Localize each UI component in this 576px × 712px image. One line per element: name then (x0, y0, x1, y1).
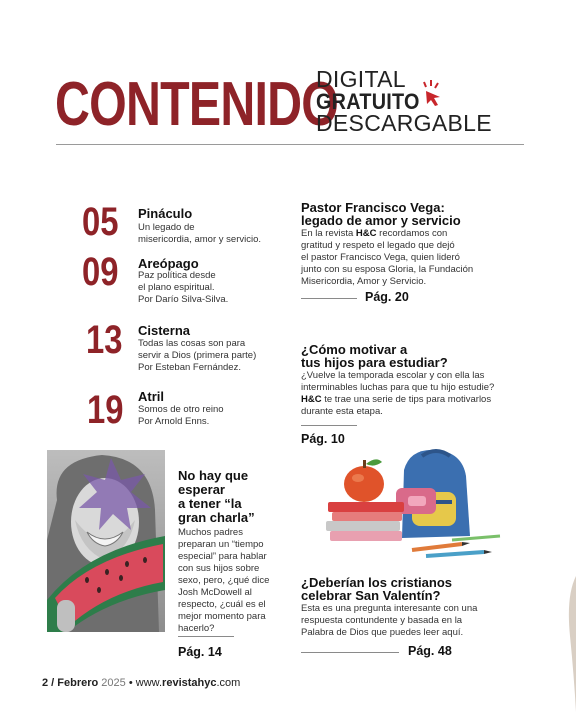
article-body-line: Misericordia, Amor y Servicio. (301, 276, 427, 287)
edge-image-fragment (566, 576, 576, 712)
section-number: 19 (87, 388, 124, 432)
article-title-line[interactable]: Pastor Francisco Vega: (301, 200, 445, 215)
article-title-line[interactable]: celebrar San Valentín? (301, 588, 441, 603)
page-ref-line (301, 298, 357, 299)
page-ref[interactable]: Pág. 14 (178, 645, 222, 659)
article-body-line: ¿Vuelve la temporada escolar y con ella las (301, 370, 485, 381)
footer-year: 2025 (98, 677, 129, 689)
page-ref[interactable]: Pág. 20 (365, 290, 409, 304)
footer-page-month: 2 / Febrero (42, 677, 99, 689)
feature-body-line: mejor momento para (178, 611, 266, 622)
footer-tld: .com (216, 677, 241, 689)
header-divider (56, 144, 524, 145)
section-desc-line: servir a Dios (primera parte) (138, 350, 257, 361)
article-body-line: respuesta contundente y basada en la (301, 615, 463, 626)
feature-title-line[interactable]: esperar (178, 482, 225, 497)
page-ref[interactable]: Pág. 48 (408, 644, 452, 658)
section-desc-line: Todas las cosas son para (138, 338, 246, 349)
footer (42, 677, 240, 689)
section-desc-line: Por Darío Silva-Silva. (138, 294, 229, 305)
article-body-line: Esta es una pregunta interesante con una (301, 603, 478, 614)
feature-body-line: respecto, ¿cuál es el (178, 599, 266, 610)
article-body-line: interminables luchas para que tu hijo estudie? (301, 382, 495, 393)
article-body-line: gratitud y respeto el legado que dejó (301, 240, 455, 251)
article-title-line[interactable]: legado de amor y servicio (301, 213, 461, 228)
feature-body-line: con sus hijos sobre (178, 563, 260, 574)
section-title[interactable]: Pináculo (138, 206, 193, 221)
section-desc-line: el plano espiritual. (138, 282, 215, 293)
school-supplies-illustration (322, 448, 506, 560)
feature-body-line: Muchos padres (178, 527, 243, 538)
feature-body-line: especial” para hablar (178, 551, 267, 562)
section-title[interactable]: Areópago (138, 256, 199, 271)
article-title-line[interactable]: tus hijos para estudiar? (301, 355, 448, 370)
tag-descargable: DESCARGABLE (316, 110, 492, 136)
page-ref[interactable]: Pág. 10 (301, 432, 345, 446)
section-number: 13 (86, 318, 123, 362)
section-title[interactable]: Cisterna (138, 323, 191, 338)
page-ref-line (301, 425, 357, 426)
feature-body-line: hacerlo? (178, 623, 215, 634)
article-body-line: el pastor Francisco Vega, quien lideró (301, 252, 460, 263)
section-desc-line: Por Arnold Enns. (138, 416, 210, 427)
footer-bullet: • (128, 677, 133, 689)
tag-gratuito: GRATUITO (316, 89, 420, 114)
feature-title-line[interactable]: No hay que (178, 468, 249, 483)
section-desc-line: Paz política desde (138, 270, 216, 281)
article-title-line[interactable]: ¿Deberían los cristianos (301, 575, 452, 590)
article-body-line: En la revista H&C recordamos con (301, 228, 448, 239)
page-title: CONTENIDO (55, 70, 339, 139)
feature-body-line: Josh McDowell al (178, 587, 252, 598)
click-burst-icon (420, 80, 442, 106)
section-desc-line: Un legado de (138, 222, 195, 233)
feature-body-line: preparan un “tiempo (178, 539, 264, 550)
article-body-line: Palabra de Dios que puedes leer aquí. (301, 627, 464, 638)
footer-site[interactable]: revistahyc (162, 677, 217, 689)
section-number: 05 (82, 200, 119, 244)
section-desc-line: misericordia, amor y servicio. (138, 234, 261, 245)
feature-photo (47, 450, 165, 632)
feature-title-line[interactable]: gran charla” (178, 510, 255, 525)
section-desc-line: Somos de otro reino (138, 404, 224, 415)
footer-www: www. (132, 677, 163, 689)
section-desc-line: Por Esteban Fernández. (138, 362, 241, 373)
page-ref-line (178, 636, 234, 637)
article-body-line: H&C te trae una serie de tips para motivarlos (301, 394, 492, 405)
section-number: 09 (82, 250, 119, 294)
tag-digital: DIGITAL (316, 66, 406, 92)
page-ref-line (301, 652, 399, 653)
article-title-line[interactable]: ¿Cómo motivar a (301, 342, 408, 357)
article-body-line: junto con su esposa Gloria, la Fundación (301, 264, 474, 275)
article-body-line: durante esta etapa. (301, 406, 383, 417)
feature-title-line[interactable]: a tener “la (178, 496, 242, 511)
section-title[interactable]: Atril (138, 389, 164, 404)
feature-body-line: sexo, pero, ¿qué dice (178, 575, 270, 586)
